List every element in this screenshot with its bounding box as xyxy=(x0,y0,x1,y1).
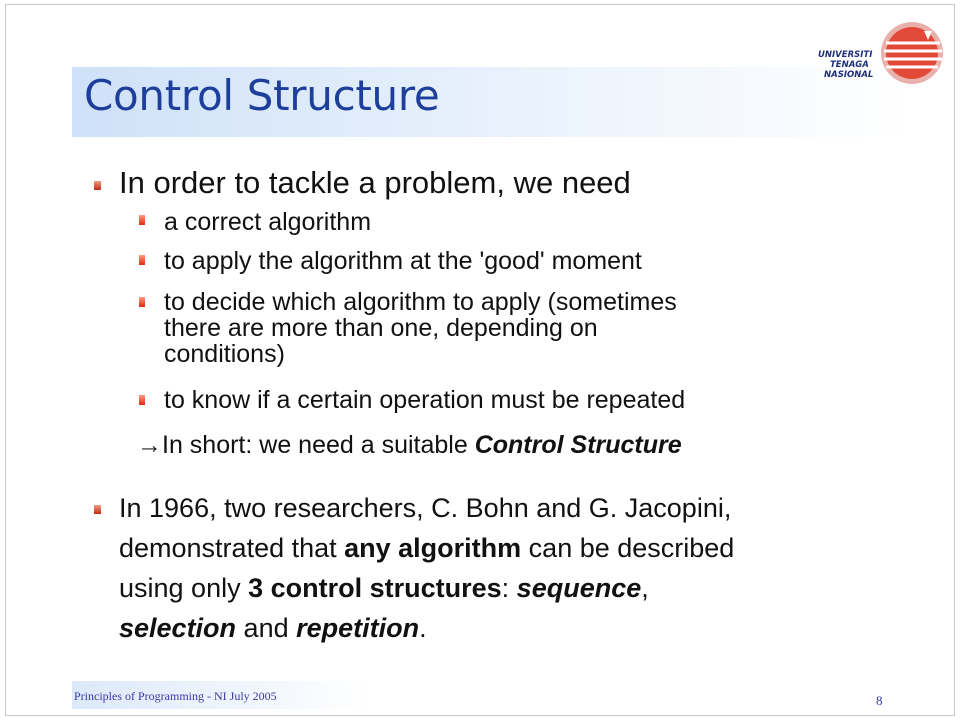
sub-item-1: a correct algorithm xyxy=(164,208,372,236)
sub-item-3-line-3: conditions) xyxy=(164,340,285,368)
logo-line-1: UNIVERSITI xyxy=(818,50,873,60)
slide-title: Control Structure xyxy=(84,71,440,120)
conclusion-emphasis: Control Structure xyxy=(474,431,682,459)
slide xyxy=(5,4,955,716)
sub-bullet-marker-icon xyxy=(139,395,145,405)
bullet-2-line-3-colon: : xyxy=(501,573,517,603)
sub-item-2: to apply the algorithm at the 'good' moment xyxy=(164,247,642,275)
sub-item-3-line-1: to decide which algorithm to apply (sometimes xyxy=(164,288,677,316)
selection-emphasis: selection xyxy=(119,613,237,643)
bullet-2-line-2-pre: demonstrated that xyxy=(119,533,345,563)
logo-line-2: TENAGA xyxy=(830,60,869,70)
repetition-emphasis: repetition xyxy=(296,613,420,643)
sub-item-3-line-2: there are more than one, depending on xyxy=(164,314,598,342)
footer-text: Principles of Programming - NI July 2005 xyxy=(74,689,277,703)
bullet-2-line-3-post: , xyxy=(641,573,649,603)
bullet-2-line-4-mid: and xyxy=(236,613,297,643)
any-algorithm-emphasis: any algorithm xyxy=(344,533,522,563)
sub-bullet-marker-icon xyxy=(139,297,145,307)
sub-item-4: to know if a certain operation must be repeated xyxy=(164,386,686,414)
right-arrow-icon: → xyxy=(137,431,162,459)
bullet-2-marker-icon xyxy=(94,505,101,514)
sequence-emphasis: sequence xyxy=(516,573,642,603)
sub-bullet-marker-icon xyxy=(139,255,145,265)
bullet-2-line-2-post: can be described xyxy=(521,533,735,563)
bullet-marker-icon xyxy=(94,181,101,190)
university-logo-icon xyxy=(806,19,946,91)
control-structures-emphasis: 3 control structures xyxy=(248,573,502,603)
conclusion-prefix: In short: we need a suitable xyxy=(162,431,475,459)
sub-bullet-marker-icon xyxy=(139,215,145,225)
bullet-2-line-3-pre: using only xyxy=(119,573,249,603)
page-number: 8 xyxy=(876,693,883,708)
bullet-2-line-3 xyxy=(119,568,649,608)
bullet-2-line-4-end: . xyxy=(419,613,427,643)
bullet-2-line-4 xyxy=(119,608,427,648)
logo-line-3: NASIONAL xyxy=(824,70,874,80)
bullet-1-text: In order to tackle a problem, we need xyxy=(119,165,631,200)
conclusion-line xyxy=(137,432,682,458)
bullet-2-line-1: In 1966, two researchers, C. Bohn and G. Jacopini, xyxy=(119,493,732,523)
bullet-2-line-2 xyxy=(119,528,734,568)
